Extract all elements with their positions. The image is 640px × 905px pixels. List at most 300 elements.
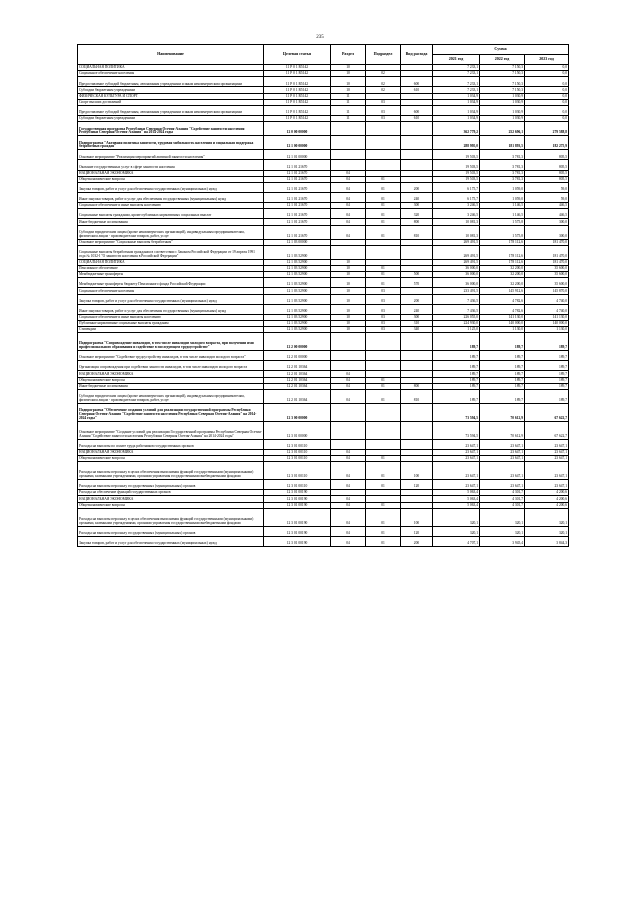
cell-name: НАЦИОНАЛЬНАЯ ЭКОНОМИКА bbox=[78, 371, 264, 377]
cell-target: 12 1 03 52900 bbox=[264, 265, 331, 271]
cell-exp-type: 500 bbox=[401, 272, 433, 278]
cell-2021: 362 779,2 bbox=[433, 122, 480, 136]
cell-section: 04 bbox=[331, 502, 366, 508]
cell-target: 12 1 01 21670 bbox=[264, 160, 331, 170]
cell-name: Основное мероприятие "Создание условий для реализации Государственной программы Республики Северная Осетия-Алания "Содействие занятости населения Республики Северная Осетия-Алания" на 2014-2024 годы" bbox=[78, 421, 264, 439]
cell-name: Межбюджетные трансферты bbox=[78, 272, 264, 278]
cell-exp-type bbox=[401, 351, 433, 361]
cell-section bbox=[331, 160, 366, 170]
cell-name: Публичные нормативные социальные выплаты гражданам bbox=[78, 320, 264, 326]
cell-section: 04 bbox=[331, 456, 366, 462]
cell-target: 11 Р 0 1 R5142 bbox=[264, 93, 331, 99]
cell-exp-type bbox=[401, 122, 433, 136]
cell-2021: 7 436,5 bbox=[433, 304, 480, 314]
table-body bbox=[78, 65, 569, 547]
cell-name: Межбюджетные трансферты бюджету Пенсионного фонда Российской Федерации bbox=[78, 278, 264, 288]
cell-2021: 7 233,1 bbox=[433, 65, 480, 71]
cell-section bbox=[331, 351, 366, 361]
table-row bbox=[78, 160, 569, 170]
cell-2023: 189,7 bbox=[525, 361, 569, 371]
cell-2021: 7 233,1 bbox=[433, 71, 480, 77]
cell-section bbox=[331, 403, 366, 421]
cell-exp-type: 120 bbox=[401, 480, 433, 490]
cell-2023: 805,5 bbox=[525, 176, 569, 182]
cell-exp-type: 600 bbox=[401, 77, 433, 87]
cell-target: 12 1 01 21670 bbox=[264, 192, 331, 202]
cell-section: 10 bbox=[331, 320, 366, 326]
cell-section: 11 bbox=[331, 106, 366, 116]
cell-2022: 145 912,6 bbox=[480, 288, 525, 294]
table-row bbox=[78, 182, 569, 192]
col-section-header: Раздел bbox=[331, 45, 366, 65]
cell-target: 12 1 01 21670 bbox=[264, 182, 331, 192]
cell-section: 04 bbox=[331, 526, 366, 536]
cell-2021: 189,7 bbox=[433, 361, 480, 371]
cell-2023: 181 470,0 bbox=[525, 259, 569, 265]
cell-target: 12 3 01 00110 bbox=[264, 449, 331, 455]
cell-2023: 0,0 bbox=[525, 106, 569, 116]
cell-name: Социальное обеспечение населения bbox=[78, 71, 264, 77]
cell-exp-type: 100 bbox=[401, 462, 433, 480]
cell-name: СОЦИАЛЬНАЯ ПОЛИТИКА bbox=[78, 259, 264, 265]
cell-2023: 0,0 bbox=[525, 99, 569, 105]
cell-name: Организация сопровождения при содействии занятости инвалидов, в том числе инвалидов молодого возраста bbox=[78, 361, 264, 371]
cell-name: Общеэкономические вопросы bbox=[78, 377, 264, 383]
cell-exp-type: 300 bbox=[401, 203, 433, 209]
cell-2022: 1 030,9 bbox=[480, 99, 525, 105]
cell-2022: 1 030,9 bbox=[480, 93, 525, 99]
cell-subsection: 03 bbox=[366, 288, 401, 294]
cell-2022: 23 647,1 bbox=[480, 456, 525, 462]
cell-2022: 4 782,6 bbox=[480, 304, 525, 314]
table-row bbox=[78, 209, 569, 219]
cell-target: 12 1 03 52900 bbox=[264, 294, 331, 304]
cell-section bbox=[331, 245, 366, 259]
cell-name: Спорт высших достижений bbox=[78, 99, 264, 105]
cell-2022: 3 781,3 bbox=[480, 160, 525, 170]
cell-target: 12 2 01 10364 bbox=[264, 377, 331, 383]
cell-name: Государственная программа Республики Северная Осетия-Алания "Содействие занятости населения Республики Северная Осетия-Алания" на 2014-2024 годы bbox=[78, 122, 264, 136]
col-2022-header: 2022 год bbox=[480, 55, 525, 65]
cell-2023: 0,0 bbox=[525, 77, 569, 87]
cell-2023: 189,7 bbox=[525, 383, 569, 389]
cell-target: 12 1 01 21670 bbox=[264, 219, 331, 225]
cell-2023: 189,7 bbox=[525, 371, 569, 377]
cell-target: 12 3 01 00190 bbox=[264, 508, 331, 526]
cell-2023: 181 470,0 bbox=[525, 245, 569, 259]
cell-target: 12 1 03 52900 bbox=[264, 304, 331, 314]
cell-2023: 67 622,7 bbox=[525, 403, 569, 421]
cell-2022: 7 150,3 bbox=[480, 87, 525, 93]
cell-section: 04 bbox=[331, 462, 366, 480]
cell-name: НАЦИОНАЛЬНАЯ ЭКОНОМИКА bbox=[78, 449, 264, 455]
page-number: 235 bbox=[316, 35, 324, 40]
cell-subsection: 01 bbox=[366, 526, 401, 536]
cell-2022: 32 200,0 bbox=[480, 278, 525, 288]
cell-subsection: 01 bbox=[366, 536, 401, 546]
cell-2023: 182 275,9 bbox=[525, 136, 569, 150]
cell-section: 10 bbox=[331, 272, 366, 278]
cell-name: НАЦИОНАЛЬНАЯ ЭКОНОМИКА bbox=[78, 496, 264, 502]
cell-subsection: 03 bbox=[366, 320, 401, 326]
cell-exp-type: 120 bbox=[401, 526, 433, 536]
cell-2022: 178 112,6 bbox=[480, 259, 525, 265]
cell-exp-type bbox=[401, 403, 433, 421]
cell-2022: 32 200,0 bbox=[480, 265, 525, 271]
cell-2022: 189,7 bbox=[480, 371, 525, 377]
cell-2023: 446,5 bbox=[525, 209, 569, 219]
cell-exp-type bbox=[401, 421, 433, 439]
cell-name: Подпрограмма "Обеспечение создания условий для реализации государственной программы Республики Северная Осетия-Алания "Содействие занятости населения Республики Северная Осетия-Алания" на 2014-2024 годы" bbox=[78, 403, 264, 421]
cell-target: 12 1 03 52900 bbox=[264, 245, 331, 259]
cell-2022: 178 112,6 bbox=[480, 239, 525, 245]
cell-2022: 70 612,9 bbox=[480, 403, 525, 421]
cell-subsection: 03 bbox=[366, 327, 401, 333]
table-row bbox=[78, 536, 569, 546]
cell-name: Подпрограмма "Сопровождение инвалидов, в том числе инвалидов молодого возраста, при получении ими профессионального образования и содействие в последующем трудоустройстве" bbox=[78, 333, 264, 351]
cell-exp-type: 200 bbox=[401, 536, 433, 546]
cell-2022: 23 647,1 bbox=[480, 449, 525, 455]
cell-subsection: 03 bbox=[366, 116, 401, 122]
cell-subsection: 03 bbox=[366, 314, 401, 320]
cell-subsection: 01 bbox=[366, 272, 401, 278]
cell-section: 11 bbox=[331, 99, 366, 105]
cell-section bbox=[331, 361, 366, 371]
cell-target: 12 2 01 10364 bbox=[264, 389, 331, 403]
cell-2021: 4 707,1 bbox=[433, 536, 480, 546]
cell-2022: 4 301,7 bbox=[480, 502, 525, 508]
cell-2021: 23 647,1 bbox=[433, 480, 480, 490]
cell-2021: 5 063,4 bbox=[433, 502, 480, 508]
cell-2021: 6 175,7 bbox=[433, 182, 480, 192]
cell-2023: 189,7 bbox=[525, 351, 569, 361]
cell-target: 11 Р 0 1 R5142 bbox=[264, 71, 331, 77]
cell-2022: 320,1 bbox=[480, 508, 525, 526]
cell-subsection: 03 bbox=[366, 304, 401, 314]
cell-subsection bbox=[366, 351, 401, 361]
table-row bbox=[78, 508, 569, 526]
cell-exp-type bbox=[401, 160, 433, 170]
col-sum-header: Сумма bbox=[433, 45, 569, 55]
cell-exp-type bbox=[401, 245, 433, 259]
cell-name: Предоставление субсидий бюджетным, автономным учреждениям и иным некоммерческим организациям bbox=[78, 106, 264, 116]
cell-2021: 1 034,9 bbox=[433, 116, 480, 122]
cell-name: Основное мероприятие "Социальные выплаты безработным" bbox=[78, 239, 264, 245]
cell-exp-type bbox=[401, 361, 433, 371]
cell-subsection bbox=[366, 333, 401, 351]
cell-section: 04 bbox=[331, 170, 366, 176]
cell-2022: 1 146,5 bbox=[480, 209, 525, 219]
cell-name: Закупка товаров, работ и услуг для обеспечения государственных (муниципальных) нужд bbox=[78, 294, 264, 304]
cell-2021: 36 000,0 bbox=[433, 278, 480, 288]
cell-exp-type: 570 bbox=[401, 278, 433, 288]
cell-name: Закупка товаров, работ и услуг для обеспечения государственных (муниципальных) нужд bbox=[78, 536, 264, 546]
cell-section: 04 bbox=[331, 383, 366, 389]
cell-exp-type: 300 bbox=[401, 314, 433, 320]
cell-name: Расходы на выплаты по оплате труда работников государственных органов bbox=[78, 439, 264, 449]
col-2021-header: 2021 год bbox=[433, 55, 480, 65]
cell-subsection bbox=[366, 439, 401, 449]
cell-2023: 279 588,8 bbox=[525, 122, 569, 136]
cell-2021: 320,1 bbox=[433, 508, 480, 526]
cell-name: Оказание государственных услуг в сфере занятости населения bbox=[78, 160, 264, 170]
cell-2023: 141 130,0 bbox=[525, 314, 569, 320]
cell-subsection bbox=[366, 122, 401, 136]
cell-2023: 4 740,0 bbox=[525, 294, 569, 304]
cell-target: 12 2 00 00000 bbox=[264, 333, 331, 351]
cell-section: 04 bbox=[331, 225, 366, 239]
cell-2021: 19 503,5 bbox=[433, 170, 480, 176]
cell-2022: 1 059,0 bbox=[480, 192, 525, 202]
cell-subsection: 01 bbox=[366, 192, 401, 202]
table-row bbox=[78, 106, 569, 116]
cell-section: 10 bbox=[331, 288, 366, 294]
cell-name: Субсидии юридическим лицам (кроме некоммерческих организаций), индивидуальным предпринимателям, физическим лицам - производителям товаров, работ, услуг bbox=[78, 389, 264, 403]
cell-2021: 5 063,4 bbox=[433, 496, 480, 502]
cell-section: 04 bbox=[331, 192, 366, 202]
cell-section: 11 bbox=[331, 93, 366, 99]
cell-target: 12 3 00 00000 bbox=[264, 403, 331, 421]
cell-section: 10 bbox=[331, 65, 366, 71]
cell-target: 12 3 01 00110 bbox=[264, 480, 331, 490]
cell-section: 04 bbox=[331, 176, 366, 182]
cell-2023: 145 870,0 bbox=[525, 288, 569, 294]
cell-name: Расходы на выплаты персоналу государственных (муниципальных) органов bbox=[78, 480, 264, 490]
cell-subsection bbox=[366, 403, 401, 421]
cell-2023: 189,7 bbox=[525, 377, 569, 383]
cell-name: Субсидии юридическим лицам (кроме некоммерческих организаций), индивидуальным предпринимателям, физическим лицам - производителям товаров, работ, услуг bbox=[78, 225, 264, 239]
table-row bbox=[78, 389, 569, 403]
table-row bbox=[78, 304, 569, 314]
cell-exp-type: 100 bbox=[401, 508, 433, 526]
cell-2022: 1 130,0 bbox=[480, 327, 525, 333]
cell-2021: 226 055,0 bbox=[433, 314, 480, 320]
cell-target: 12 0 00 00000 bbox=[264, 122, 331, 136]
cell-target: 12 1 01 21670 bbox=[264, 209, 331, 219]
cell-subsection: 01 bbox=[366, 377, 401, 383]
cell-2021: 23 647,1 bbox=[433, 462, 480, 480]
cell-name: Общеэкономические вопросы bbox=[78, 456, 264, 462]
cell-name: Пенсионное обеспечение bbox=[78, 265, 264, 271]
cell-2022: 140 000,0 bbox=[480, 320, 525, 326]
cell-2021: 189,7 bbox=[433, 371, 480, 377]
cell-exp-type: 340 bbox=[401, 327, 433, 333]
cell-2023: 189,7 bbox=[525, 333, 569, 351]
cell-subsection: 01 bbox=[366, 508, 401, 526]
cell-2023: 59,0 bbox=[525, 192, 569, 202]
cell-2021: 269 491,5 bbox=[433, 245, 480, 259]
cell-2021: 189,7 bbox=[433, 333, 480, 351]
cell-2022: 3 781,3 bbox=[480, 170, 525, 176]
cell-name: Основное мероприятие "Содействие трудоустройству инвалидов, в том числе инвалидов молодого возраста" bbox=[78, 351, 264, 361]
cell-exp-type bbox=[401, 150, 433, 160]
cell-section: 04 bbox=[331, 371, 366, 377]
cell-section: 04 bbox=[331, 209, 366, 219]
cell-name: Расходы на выплаты персоналу в целях обеспечения выполнения функций государственными (муниципальными) органами, казенными учреждениями, органами управления государственными внебюджетными фондами bbox=[78, 462, 264, 480]
cell-section: 04 bbox=[331, 182, 366, 192]
cell-section: 10 bbox=[331, 314, 366, 320]
cell-subsection: 01 bbox=[366, 265, 401, 271]
cell-subsection: 01 bbox=[366, 219, 401, 225]
cell-target: 12 3 01 00190 bbox=[264, 490, 331, 496]
cell-target: 12 1 03 52900 bbox=[264, 272, 331, 278]
cell-section: 11 bbox=[331, 116, 366, 122]
cell-section bbox=[331, 421, 366, 439]
cell-name: Расходы на обеспечение функций государственных органов bbox=[78, 490, 264, 496]
cell-exp-type: 320 bbox=[401, 209, 433, 219]
cell-target: 12 1 01 00000 bbox=[264, 150, 331, 160]
cell-section: 10 bbox=[331, 278, 366, 288]
cell-2023: 3 844,3 bbox=[525, 536, 569, 546]
table-row bbox=[78, 294, 569, 304]
cell-target: 11 Р 0 1 R5142 bbox=[264, 106, 331, 116]
cell-2021: 19 503,5 bbox=[433, 160, 480, 170]
cell-section bbox=[331, 136, 366, 150]
cell-2021: 7 233,1 bbox=[433, 77, 480, 87]
cell-2021: 1 034,9 bbox=[433, 99, 480, 105]
table-row bbox=[78, 278, 569, 288]
cell-2021: 7 233,1 bbox=[433, 87, 480, 93]
cell-name: Социальное обеспечение населения bbox=[78, 288, 264, 294]
cell-2021: 233 491,5 bbox=[433, 288, 480, 294]
cell-exp-type: 800 bbox=[401, 219, 433, 225]
cell-section bbox=[331, 333, 366, 351]
cell-2021: 3 246,5 bbox=[433, 209, 480, 219]
cell-subsection: 03 bbox=[366, 99, 401, 105]
cell-2022: 1 146,5 bbox=[480, 203, 525, 209]
cell-exp-type: 800 bbox=[401, 383, 433, 389]
cell-2022: 178 112,6 bbox=[480, 245, 525, 259]
cell-exp-type: 810 bbox=[401, 225, 433, 239]
cell-name: Общеэкономические вопросы bbox=[78, 176, 264, 182]
cell-target: 12 3 01 00000 bbox=[264, 421, 331, 439]
cell-subsection: 01 bbox=[366, 182, 401, 192]
cell-2023: 0,0 bbox=[525, 65, 569, 71]
cell-name: Расходы на выплаты персоналу в целях обеспечения выполнения функций государственными (муниципальными) органами, казенными учреждениями, органами управления государственными внебюджетными фондами bbox=[78, 508, 264, 526]
cell-2023: 320,1 bbox=[525, 508, 569, 526]
table-row bbox=[78, 403, 569, 421]
cell-target: 12 1 01 21670 bbox=[264, 176, 331, 182]
cell-subsection bbox=[366, 160, 401, 170]
cell-2023: 805,5 bbox=[525, 160, 569, 170]
table-row bbox=[78, 150, 569, 160]
header-row bbox=[78, 45, 569, 55]
cell-2021: 5 063,4 bbox=[433, 490, 480, 496]
cell-subsection bbox=[366, 361, 401, 371]
cell-subsection: 01 bbox=[366, 389, 401, 403]
cell-name: СОЦИАЛЬНАЯ ПОЛИТИКА bbox=[78, 65, 264, 71]
col-name-header: Наименование bbox=[78, 45, 264, 65]
cell-2022: 7 150,3 bbox=[480, 65, 525, 71]
cell-exp-type: 610 bbox=[401, 116, 433, 122]
cell-target: 12 3 01 00190 bbox=[264, 536, 331, 546]
cell-2021: 269 491,5 bbox=[433, 259, 480, 265]
cell-2023: 0,0 bbox=[525, 93, 569, 99]
cell-target: 12 1 03 52900 bbox=[264, 259, 331, 265]
cell-2023: 35 600,0 bbox=[525, 265, 569, 271]
cell-2023: 181 470,0 bbox=[525, 239, 569, 245]
table-row bbox=[78, 462, 569, 480]
cell-2021: 320,1 bbox=[433, 526, 480, 536]
cell-target: 12 1 03 52900 bbox=[264, 288, 331, 294]
cell-2021: 23 647,1 bbox=[433, 449, 480, 455]
cell-name: Социальные выплаты безработным гражданам в соответствии с Законом Российской Федерации от 19 апреля 1991 года № 1032-I "О занятости населения в Российской Федерации" bbox=[78, 245, 264, 259]
cell-2023: 23 647,1 bbox=[525, 480, 569, 490]
budget-table bbox=[77, 44, 569, 547]
table-row bbox=[78, 333, 569, 351]
col-exp-type-header: Вид расхода bbox=[401, 45, 433, 65]
cell-target: 11 Р 0 1 R5142 bbox=[264, 77, 331, 87]
cell-2021: 1 034,9 bbox=[433, 93, 480, 99]
cell-2023: 300,0 bbox=[525, 219, 569, 225]
cell-2022: 23 647,1 bbox=[480, 480, 525, 490]
cell-2023: 23 647,1 bbox=[525, 462, 569, 480]
cell-2022: 4 301,7 bbox=[480, 496, 525, 502]
cell-2022: 1 575,8 bbox=[480, 219, 525, 225]
cell-2021: 288 995,0 bbox=[433, 136, 480, 150]
cell-exp-type: 240 bbox=[401, 304, 433, 314]
cell-2021: 189,7 bbox=[433, 389, 480, 403]
table-row bbox=[78, 122, 569, 136]
table-row bbox=[78, 361, 569, 371]
cell-section: 10 bbox=[331, 327, 366, 333]
cell-2023: 140 000,0 bbox=[525, 320, 569, 326]
cell-target: 12 2 01 00000 bbox=[264, 351, 331, 361]
cell-2021: 10 081,3 bbox=[433, 219, 480, 225]
cell-2023: 4 740,0 bbox=[525, 304, 569, 314]
cell-target: 12 3 01 00110 bbox=[264, 456, 331, 462]
cell-subsection: 03 bbox=[366, 294, 401, 304]
cell-2023: 4 200,6 bbox=[525, 496, 569, 502]
cell-2023: 1 130,0 bbox=[525, 327, 569, 333]
cell-subsection: 01 bbox=[366, 383, 401, 389]
table-row bbox=[78, 439, 569, 449]
cell-2023: 23 647,1 bbox=[525, 439, 569, 449]
cell-subsection bbox=[366, 136, 401, 150]
table-row bbox=[78, 526, 569, 536]
cell-section: 04 bbox=[331, 203, 366, 209]
cell-2022: 4 782,6 bbox=[480, 294, 525, 304]
cell-2023: 23 647,1 bbox=[525, 449, 569, 455]
cell-target: 11 Р 0 1 R5142 bbox=[264, 99, 331, 105]
cell-2022: 189,7 bbox=[480, 351, 525, 361]
cell-section: 04 bbox=[331, 508, 366, 526]
cell-section: 04 bbox=[331, 480, 366, 490]
cell-section: 04 bbox=[331, 496, 366, 502]
table-row bbox=[78, 225, 569, 239]
cell-target: 11 Р 0 1 R5142 bbox=[264, 87, 331, 93]
cell-subsection: 01 bbox=[366, 225, 401, 239]
cell-2021: 36 000,0 bbox=[433, 272, 480, 278]
cell-2022: 141 130,0 bbox=[480, 314, 525, 320]
cell-target: 12 3 01 00190 bbox=[264, 502, 331, 508]
cell-2021: 23 647,1 bbox=[433, 439, 480, 449]
cell-2023: 320,1 bbox=[525, 526, 569, 536]
cell-2022: 4 301,7 bbox=[480, 490, 525, 496]
cell-subsection: 01 bbox=[366, 462, 401, 480]
cell-subsection: 01 bbox=[366, 203, 401, 209]
cell-2021: 189,7 bbox=[433, 377, 480, 383]
cell-subsection: 01 bbox=[366, 209, 401, 219]
cell-section: 10 bbox=[331, 87, 366, 93]
cell-name: Иные бюджетные ассигнования bbox=[78, 383, 264, 389]
cell-subsection bbox=[366, 421, 401, 439]
cell-subsection: 03 bbox=[366, 106, 401, 116]
cell-name: Закупка товаров, работ и услуг для обеспечения государственных (муниципальных) нужд bbox=[78, 182, 264, 192]
cell-2022: 189,7 bbox=[480, 377, 525, 383]
cell-2022: 70 612,9 bbox=[480, 421, 525, 439]
cell-section: 10 bbox=[331, 77, 366, 87]
